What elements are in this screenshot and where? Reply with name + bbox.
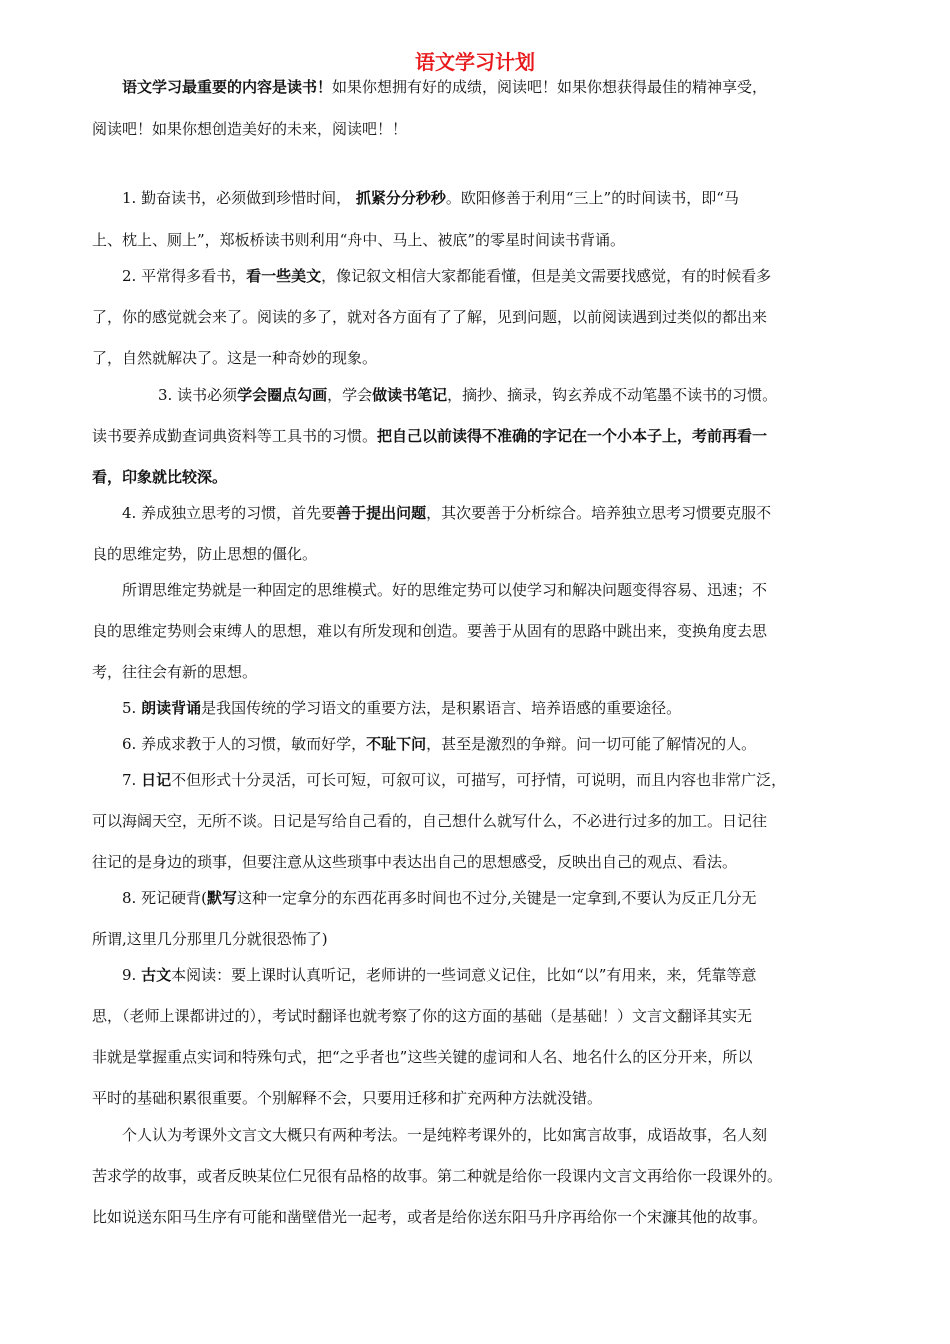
item-2-line-1 [122,265,902,287]
item-5-text-a: 5. [122,699,142,717]
item-4-line-2: 良的思维定势，防止思想的僵化。 [92,545,318,563]
item-3-bold-2: 做读书笔记 [372,386,448,404]
item-9-line-2: 思，（老师上课都讲过的），考试时翻译也就考察了你的这方面的基础（是基础！）文言文翻译其实无 [92,1007,753,1025]
para-mindset-line-3: 考，往往会有新的思想。 [92,663,258,681]
item-6-text-a: 6. 养成求教于人的习惯，敏而好学， [122,735,367,753]
para-classical-line-1: 个人认为考课外文言文大概只有两种考法。一是纯粹考课外的，比如寓言故事，成语故事，名人刻 [122,1126,768,1144]
intro-line-1 [122,76,902,98]
intro-bold: 语文学习最重要的内容是读书！ [122,78,333,96]
item-3-text-a: 3. 读书必须 [158,386,238,404]
item-3-text-e: ，摘抄、摘录，钩玄养成不动笔墨不读书的习惯。 [447,386,778,404]
item-3-text-l2a: 读书要养成勤查词典资料等工具书的习惯。 [92,427,378,445]
item-5-text-c: 是我国传统的学习语文的重要方法，是积累语言、培养语感的重要途径。 [201,699,682,717]
item-1-text-c: 。欧阳修善于利用“三上”的时间读书，即“马 [445,189,739,207]
item-1-line-1 [122,187,902,209]
item-3-line-2 [92,425,872,447]
item-7-line-2: 可以海阔天空，无所不谈。日记是写给自己看的，自己想什么就写什么，不必进行过多的加工。日记往 [92,812,768,830]
item-7-line-1 [122,769,902,791]
intro-line-2: 阅读吧！如果你想创造美好的未来，阅读吧！！ [92,120,408,138]
item-4-text-a: 4. 养成独立思考的习惯，首先要 [122,504,337,522]
para-mindset-line-2: 良的思维定势则会束缚人的思想，难以有所发现和创造。要善于从固有的思路中跳出来，变换角度去思 [92,622,768,640]
item-7-bold: 日记 [141,771,172,789]
item-7-text-a: 7. [122,771,142,789]
item-3-line-3 [92,466,872,488]
item-9-text-a: 9. [122,966,142,984]
item-5-line-1 [122,697,902,719]
item-2-line-2: 了，你的感觉就会来了。阅读的多了，就对各方面有了了解，见到问题，以前阅读遇到过类似的都出来 [92,308,768,326]
item-1-bold: 抓紧分分秒秒 [355,189,446,207]
item-4-bold: 善于提出问题 [336,504,427,522]
item-6-bold: 不耻下问 [366,735,427,753]
item-3-line-1 [158,384,938,406]
item-8-bold: 默写 [206,889,237,907]
item-4-text-c: ，其次要善于分析综合。培养独立思考习惯要克服不 [426,504,772,522]
item-9-bold: 古文 [141,966,172,984]
intro-text: 如果你想拥有好的成绩，阅读吧！如果你想获得最佳的精神享受， [332,78,768,96]
para-classical-line-2: 苦求学的故事，或者反映某位仁兄很有品格的故事。第二种就是给你一段课内文言文再给你一段课外的。 [92,1167,783,1185]
item-3-bold-1: 学会圈点勾画 [237,386,328,404]
para-mindset-line-1: 所谓思维定势就是一种固定的思维模式。好的思维定势可以使学习和解决问题变得容易、迅速；不 [122,581,768,599]
item-2-bold: 看一些美文 [246,267,322,285]
item-9-line-3: 非就是掌握重点实词和特殊句式，把“之乎者也”这些关键的虚词和人名、地名什么的区分开来，所以 [92,1048,753,1066]
item-3-text-c: ，学会 [327,386,373,404]
item-8-text-c: 这种一定拿分的东西花再多时间也不过分,关键是一定拿到,不要认为反正几分无 [236,889,757,907]
item-1-line-2: 上、枕上、厕上”，郑板桥读书则利用“舟中、马上、被底”的零星时间读书背诵。 [92,231,626,249]
item-6-text-c: ，甚至是激烈的争辩。问一切可能了解情况的人。 [426,735,757,753]
para-classical-line-3: 比如说送东阳马生序有可能和凿壁借光一起考，或者是给你送东阳马升序再给你一个宋濂其他的故事。 [92,1208,768,1226]
item-2-line-3: 了，自然就解决了。这是一种奇妙的现象。 [92,349,378,367]
item-9-text-c: 本阅读：要上课时认真听记，老师讲的一些词意义记住，比如“以”有用来，来，凭靠等意 [171,966,757,984]
item-8-line-1 [122,887,902,909]
item-6-line-1 [122,733,902,755]
item-8-line-2: 所谓,这里几分那里几分就很恐怖了) [92,930,328,948]
item-9-line-1 [122,964,902,986]
item-7-line-3: 往记的是身边的琐事，但要注意从这些琐事中表达出自己的思想感受，反映出自己的观点、看法。 [92,853,738,871]
item-4-line-1 [122,502,902,524]
item-3-bold-3: 把自己以前读得不准确的字记在一个小本子上，考前再看一 [377,427,768,445]
item-7-text-c: 不但形式十分灵活，可长可短，可叙可议，可描写，可抒情，可说明，而且内容也非常广泛， [171,771,787,789]
page-title: 语文学习计划 [415,50,535,74]
item-2-text-a: 2. 平常得多看书， [122,267,247,285]
item-1-text-a: 1. 勤奋读书，必须做到珍惜时间， [122,189,356,207]
item-8-text-a: 8. 死记硬背( [122,889,207,907]
item-2-text-c: ，像记叙文相信大家都能看懂，但是美文需要找感觉，有的时候看多 [321,267,772,285]
item-3-bold-4: 看，印象就比较深。 [92,468,228,486]
item-5-bold: 朗读背诵 [141,699,202,717]
item-9-line-4: 平时的基础积累很重要。个别解释不会，只要用迁移和扩充两种方法就没错。 [92,1089,603,1107]
